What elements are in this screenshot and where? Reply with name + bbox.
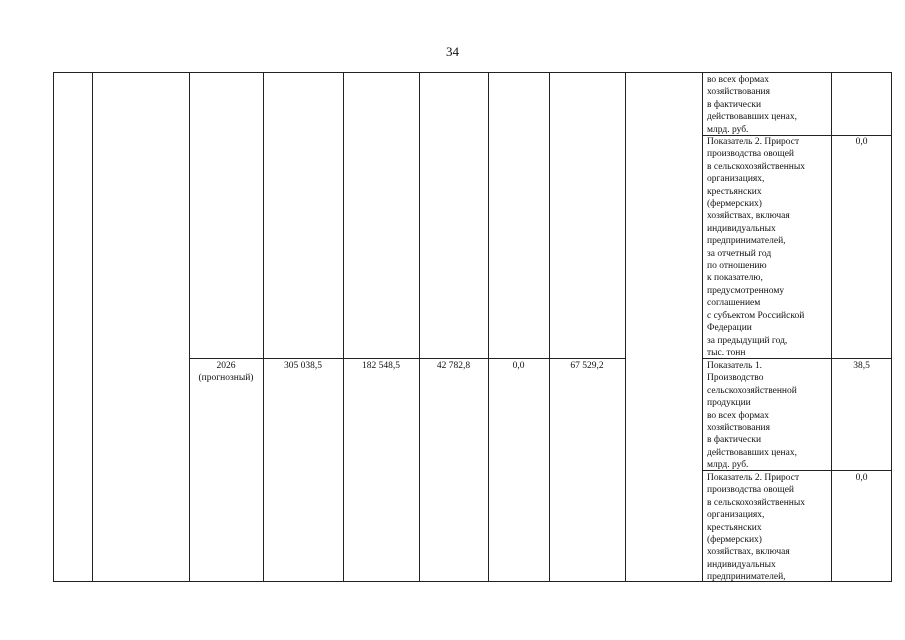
column-divider <box>702 73 703 581</box>
value-extrabudgetary: 67 529,2 <box>570 361 604 371</box>
value-federal: 182 548,5 <box>362 361 400 371</box>
column-divider <box>92 73 93 581</box>
column-divider <box>625 73 626 581</box>
indicator-value: 0,0 <box>855 473 868 483</box>
indicator-text: во всех формах хозяйствования в фактически действовавших ценах, млрд. руб. <box>707 75 797 135</box>
indicator-text: Показатель 2. Прирост производства овощей в сельскохозяйственных организациях, крестьянских (фермерских) хозяйствах, включая индивидуальных предпринимателей, <box>707 473 806 583</box>
year-cell: 2026 (прогнозный) <box>198 361 254 384</box>
column-divider <box>549 73 550 581</box>
indicator-value: 38,5 <box>853 361 870 371</box>
indicator-text: Показатель 1. Производство сельскохозяйственной продукции во всех формах хозяйствования в фактически действовавших ценах, млрд. руб. <box>707 361 797 471</box>
value-regional: 42 782,8 <box>436 361 471 371</box>
column-divider <box>189 73 190 581</box>
column-divider <box>343 73 344 581</box>
value-total: 305 038,5 <box>284 361 322 371</box>
column-divider <box>263 73 264 581</box>
row-divider <box>189 358 625 359</box>
column-divider <box>419 73 420 581</box>
budget-table <box>53 72 892 582</box>
indicator-text: Показатель 2. Прирост производства овощей в сельскохозяйственных организациях, крестьянских (фермерских) хозяйствах, включая индивидуальных предпринимателей, за отчетный год по отношению к показателю, предусмотренному соглашением с субъектом Российской Федерации за предыдущий год, тыс. тонн <box>707 137 806 358</box>
column-divider <box>488 73 489 581</box>
value-municipal: 0,0 <box>512 361 525 371</box>
indicator-value: 0,0 <box>855 137 868 147</box>
column-divider <box>831 73 832 581</box>
page-number: 34 <box>446 44 459 59</box>
